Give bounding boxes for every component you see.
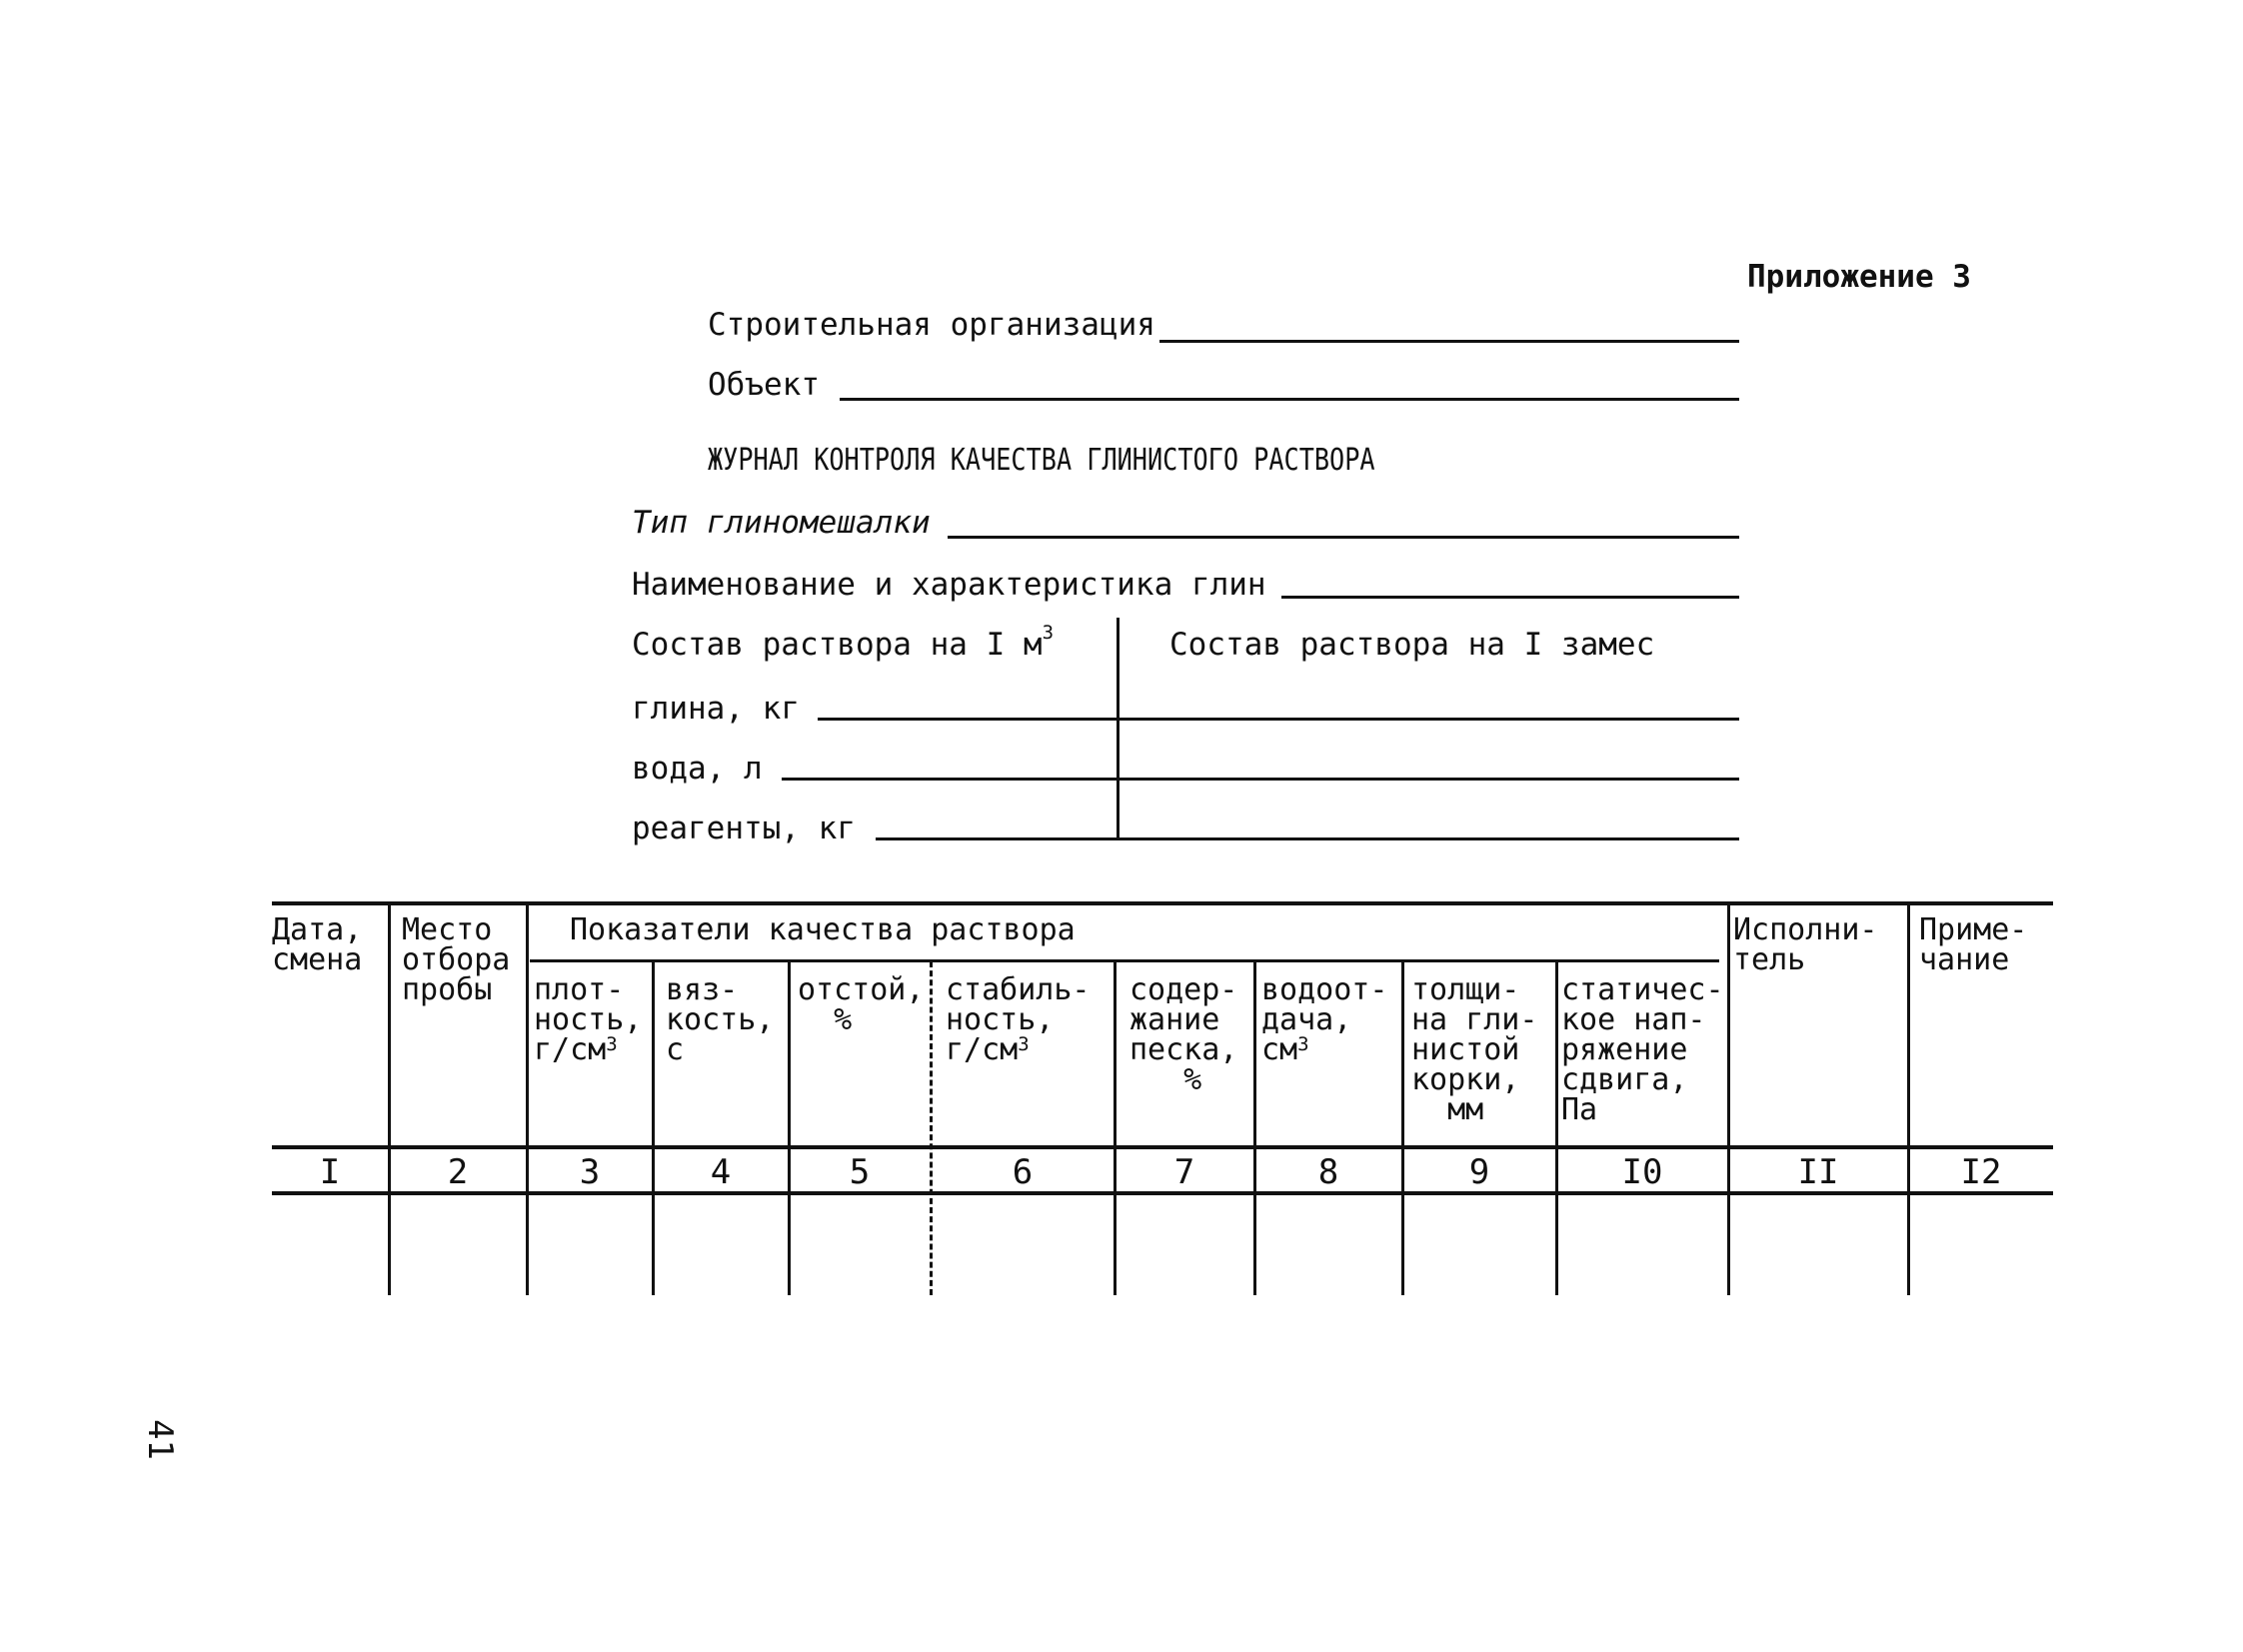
table-col-line-3 — [652, 961, 655, 1295]
header-density — [534, 972, 643, 1067]
table-col-line-5 — [930, 961, 933, 1295]
group-underline — [530, 959, 1719, 962]
table-col-line-4 — [788, 961, 791, 1295]
header-note: Приме- чание — [1919, 912, 2028, 977]
header-sampling-place: Место отбора пробы — [402, 912, 511, 1007]
column-number-10: I0 — [1621, 1152, 1663, 1192]
composition-water-line[interactable] — [782, 778, 1739, 781]
header-water-loss-sup: 3 — [1297, 1033, 1309, 1055]
org-label: Строительная организация — [708, 307, 1155, 343]
clay-field-line[interactable] — [1281, 596, 1739, 599]
mixer-type-label: Тип глиномешалки — [632, 505, 931, 541]
table-col-line-2 — [526, 903, 529, 1295]
column-number-9: 9 — [1468, 1152, 1490, 1192]
appendix-label: Приложение 3 — [1747, 259, 1971, 295]
composition-reagents-line[interactable] — [876, 837, 1739, 840]
header-water-loss-text: водоот- дача, см — [1261, 972, 1388, 1067]
composition-per-m3-title — [632, 622, 1055, 663]
composition-divider — [1117, 618, 1120, 839]
object-field-line[interactable] — [840, 398, 1739, 401]
composition-per-m3-text: Состав раствора на I м — [632, 627, 1043, 663]
header-executor: Исполни- тель — [1733, 912, 1878, 977]
header-stability-sup: 3 — [1018, 1033, 1030, 1055]
composition-row-clay: глина, кг — [632, 691, 800, 727]
table-col-line-11 — [1907, 903, 1910, 1295]
composition-clay-line[interactable] — [818, 718, 1739, 721]
composition-row-reagents: реагенты, кг — [632, 811, 856, 846]
column-number-7: 7 — [1173, 1152, 1195, 1192]
composition-per-batch-title: Состав раствора на I замес — [1169, 627, 1655, 663]
header-density-sup: 3 — [606, 1033, 618, 1055]
header-bottom-border — [272, 1145, 2053, 1149]
column-number-5: 5 — [849, 1152, 871, 1192]
header-cake-thickness: толщи- на гли- нистой корки, мм — [1411, 972, 1538, 1127]
header-stability-text: стабиль- ность, г/см — [946, 972, 1091, 1067]
column-number-6: 6 — [1012, 1152, 1034, 1192]
object-label: Объект — [708, 367, 820, 403]
column-number-3: 3 — [579, 1152, 601, 1192]
header-sand-content: содер- жание песка, % — [1129, 972, 1238, 1097]
column-number-12: I2 — [1960, 1152, 2002, 1192]
column-number-1: I — [319, 1152, 341, 1192]
table-col-line-1 — [388, 903, 391, 1295]
table-col-line-6 — [1114, 961, 1117, 1295]
table-col-line-9 — [1555, 961, 1558, 1295]
header-stability — [946, 972, 1091, 1067]
clay-label: Наименование и характеристика глин — [632, 567, 1266, 603]
table-col-line-10 — [1727, 903, 1730, 1295]
table-col-line-8 — [1401, 961, 1404, 1295]
mixer-type-field-line[interactable] — [948, 536, 1739, 539]
header-shear-stress: статичес- кое нап- ряжение сдвига, Па — [1561, 972, 1724, 1127]
org-field-line[interactable] — [1159, 340, 1739, 343]
column-number-4: 4 — [710, 1152, 732, 1192]
header-viscosity: вяз- кость, с — [666, 972, 775, 1067]
page-number: 41 — [140, 1419, 180, 1460]
column-number-8: 8 — [1317, 1152, 1339, 1192]
header-water-loss — [1261, 972, 1388, 1067]
column-number-11: II — [1797, 1152, 1839, 1192]
composition-row-water: вода, л — [632, 751, 763, 787]
table-col-line-7 — [1253, 961, 1256, 1295]
journal-title: ЖУРНАЛ КОНТРОЛЯ КАЧЕСТВА ГЛИНИСТОГО РАСТВОРА — [708, 443, 1375, 478]
composition-per-m3-sup: 3 — [1042, 622, 1055, 644]
numbers-bottom-border — [272, 1191, 2053, 1195]
header-date-shift: Дата, смена — [272, 912, 363, 977]
table-top-border — [272, 901, 2053, 905]
header-quality-indicators: Показатели качества раствора — [570, 912, 1076, 947]
header-density-text: плот- ность, г/см — [534, 972, 643, 1067]
header-settling: отстой, % — [798, 972, 925, 1037]
column-number-2: 2 — [447, 1152, 469, 1192]
